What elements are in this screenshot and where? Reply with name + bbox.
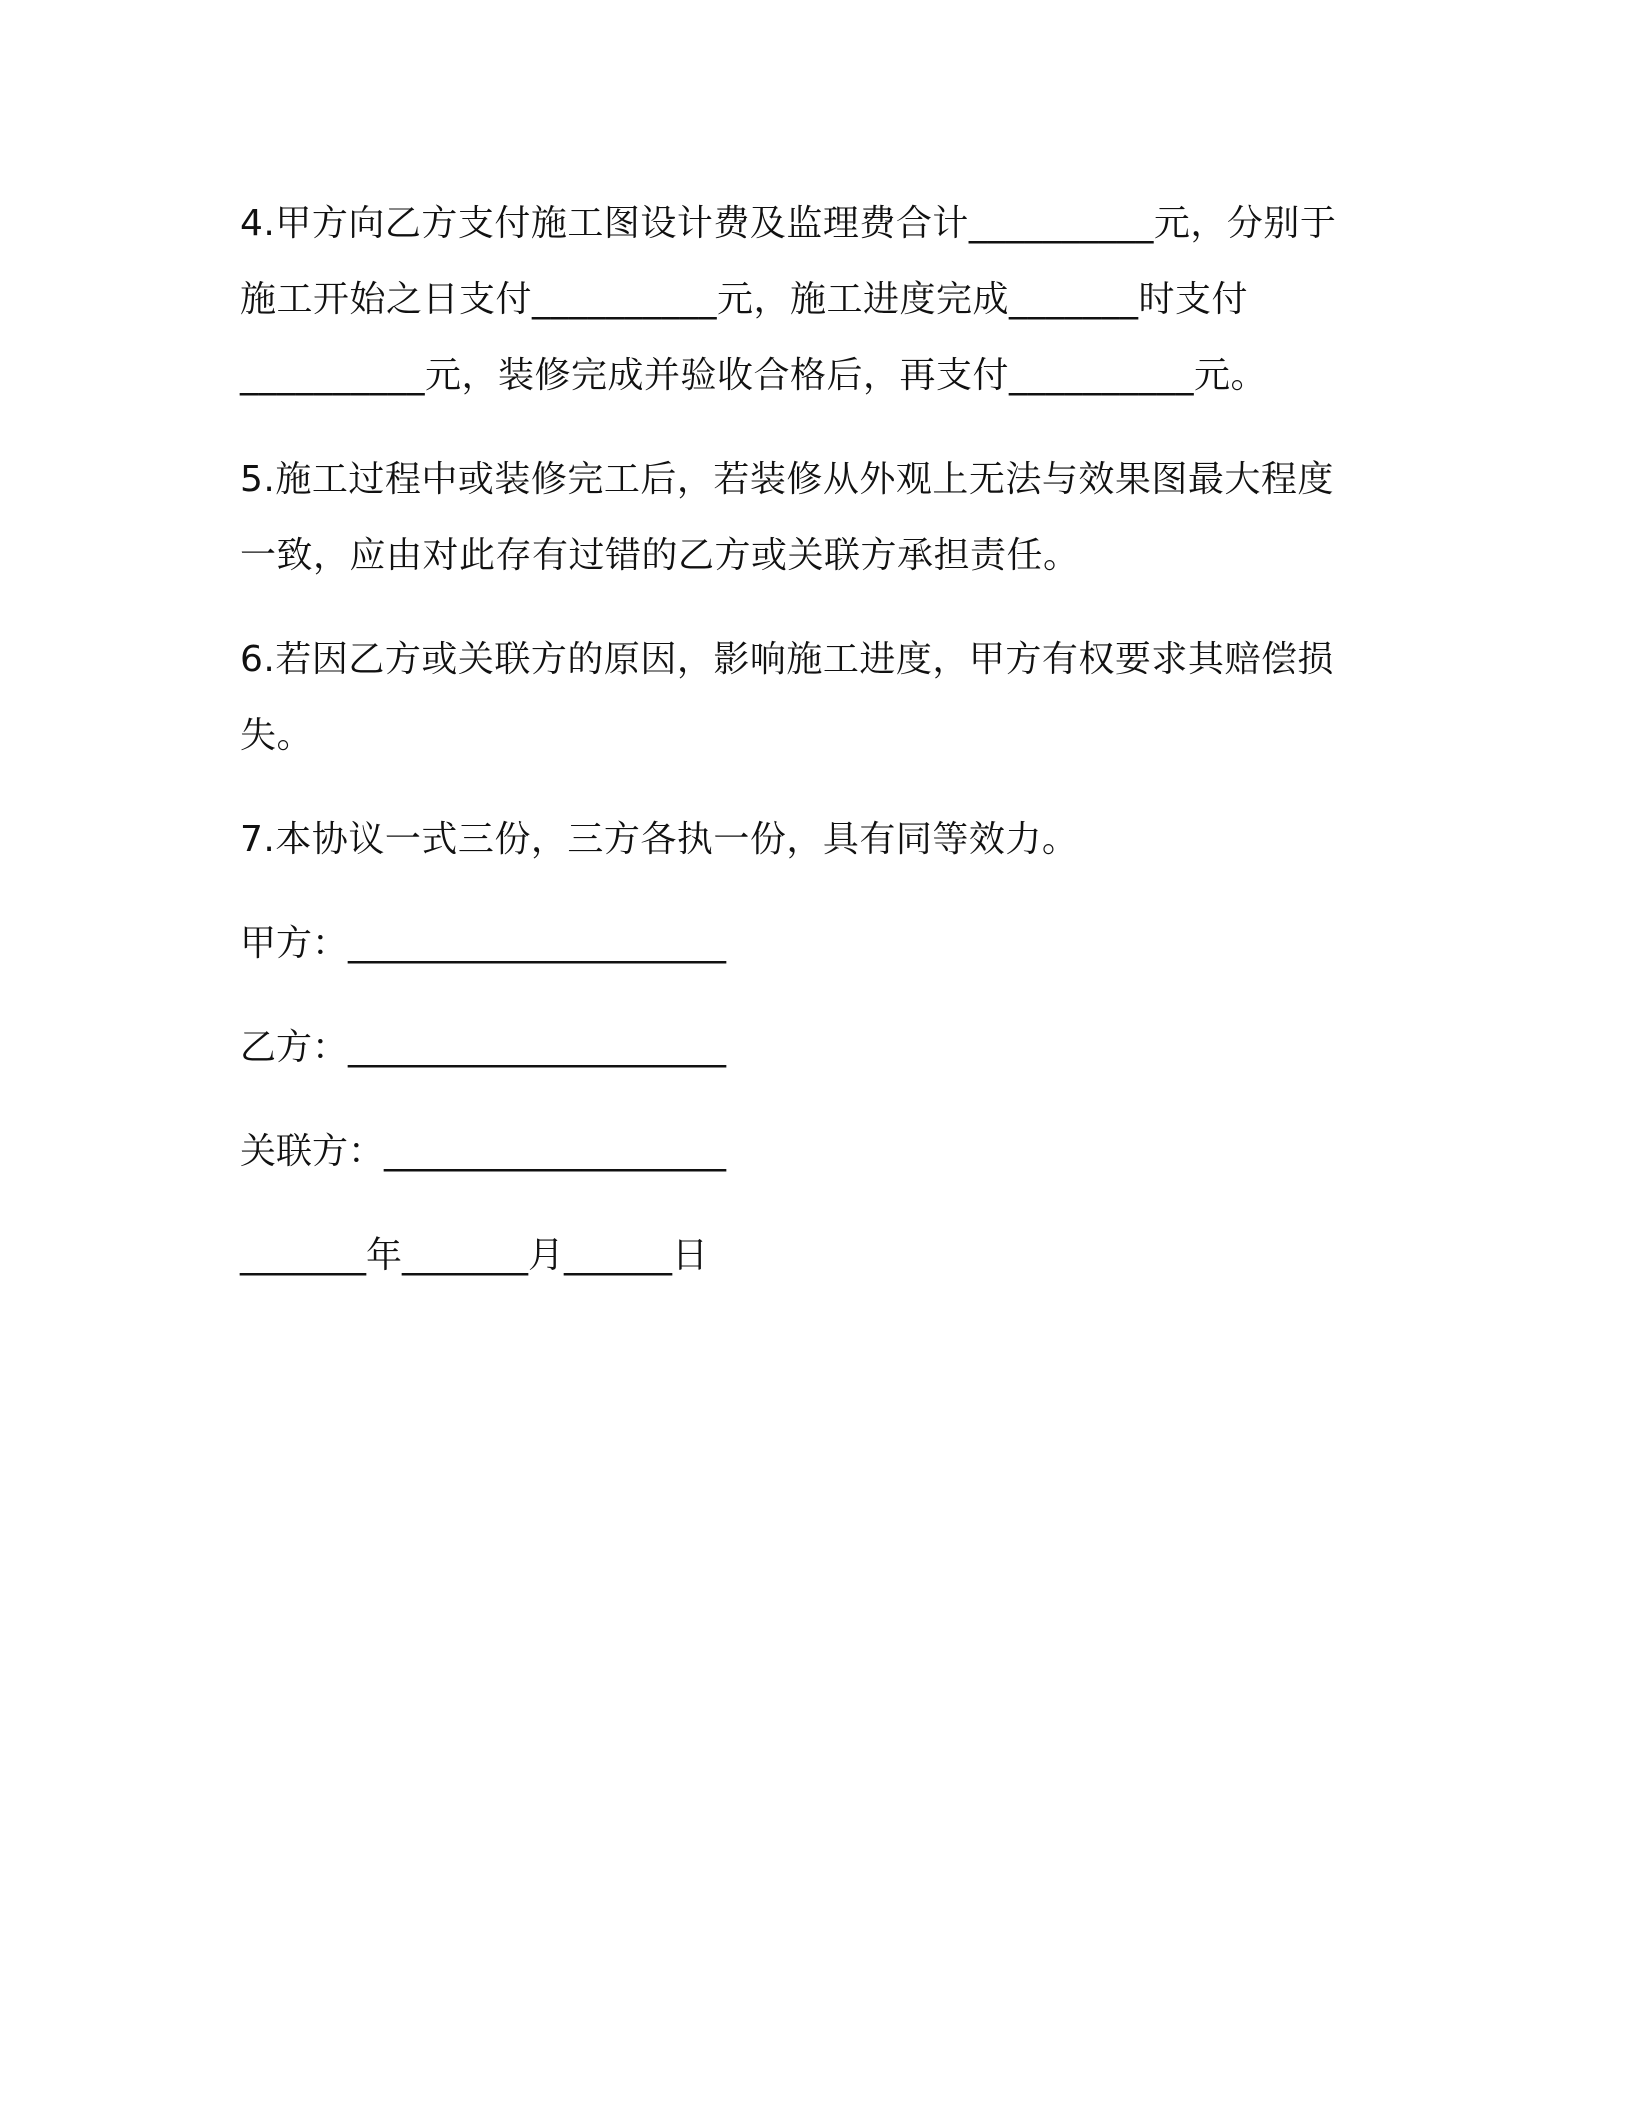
- clause-5-line-2: 一致，应由对此存有过错的乙方或关联方承担责任。: [240, 535, 1080, 576]
- document-body: [240, 186, 1380, 1322]
- clause-4-line-1: 4.甲方向乙方支付施工图设计费及监理费合计__________元，分别于: [240, 203, 1337, 244]
- party-b-signature: 乙方：_____________________: [240, 1027, 727, 1068]
- signing-date: _______年_______月______日: [240, 1235, 708, 1276]
- related-party-signature: 关联方：___________________: [240, 1131, 727, 1172]
- party-a-signature: 甲方：_____________________: [240, 923, 727, 964]
- clause-6: [240, 622, 1380, 774]
- clause-4-line-3: __________元，装修完成并验收合格后，再支付__________元。: [240, 355, 1268, 396]
- clause-7: [240, 802, 1380, 878]
- clause-7-line-1: 7.本协议一式三份，三方各执一份，具有同等效力。: [240, 819, 1079, 860]
- clause-4: [240, 186, 1380, 414]
- clause-6-line-1: 6.若因乙方或关联方的原因，影响施工进度，甲方有权要求其赔偿损: [240, 639, 1334, 680]
- clause-4-line-2: 施工开始之日支付__________元，施工进度完成_______时支付: [240, 279, 1249, 320]
- clause-6-line-2: 失。: [240, 715, 314, 756]
- clause-5-line-1: 5.施工过程中或装修完工后，若装修从外观上无法与效果图最大程度: [240, 459, 1334, 500]
- clause-5: [240, 442, 1380, 594]
